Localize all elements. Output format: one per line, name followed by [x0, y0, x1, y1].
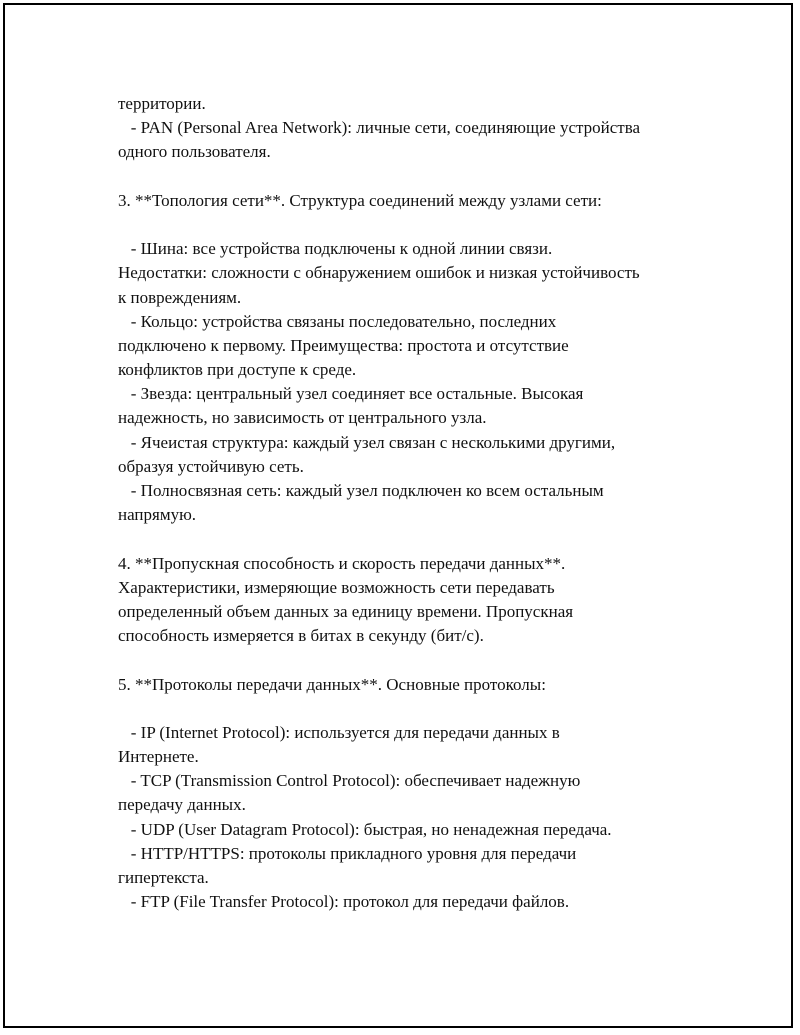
- text-line: надежность, но зависимость от центрального узла.: [118, 408, 487, 428]
- text-line: - PAN (Personal Area Network): личные сети, соединяющие устройства: [118, 118, 641, 138]
- text-line: подключено к первому. Преимущества: простота и отсутствие: [118, 335, 569, 355]
- text-line: 3. **Топология сети**. Структура соединений между узлами сети:: [118, 190, 602, 210]
- blank-line: [118, 527, 718, 551]
- blank-line: [118, 165, 718, 189]
- text-line: напрямую.: [118, 505, 197, 525]
- text-line: конфликтов при доступе к среде.: [118, 360, 357, 380]
- text-line: передачу данных.: [118, 795, 246, 815]
- text-line: одного пользователя.: [118, 142, 271, 162]
- text-line: Характеристики, измеряющие возможность сети передавать: [118, 577, 555, 597]
- text-line: Интернете.: [118, 747, 199, 767]
- blank-line: [118, 697, 718, 721]
- text-line: - HTTP/HTTPS: протоколы прикладного уровня для передачи: [118, 843, 577, 863]
- text-line: - Полносвязная сеть: каждый узел подключен ко всем остальным: [118, 481, 604, 500]
- text-line: к повреждениям.: [118, 287, 242, 307]
- text-line: - Звезда: центральный узел соединяет все остальные. Высокая: [118, 384, 584, 404]
- text-line: - IP (Internet Protocol): используется для передачи данных в: [118, 722, 560, 742]
- text-line: образуя устойчивую сеть.: [118, 456, 304, 476]
- text-line: - FTP (File Transfer Protocol): протокол для передачи файлов.: [118, 892, 570, 912]
- text-line: территории.: [118, 94, 206, 113]
- text-line: - UDP (User Datagram Protocol): быстрая, но ненадежная передача.: [118, 819, 612, 839]
- text-line: - Кольцо: устройства связаны последовательно, последних: [118, 311, 557, 331]
- blank-line: [118, 648, 718, 672]
- text-line: гипертекста.: [118, 868, 209, 887]
- text-line: определенный объем данных за единицу времени. Пропускная: [118, 601, 574, 621]
- text-line: 4. **Пропускная способность и скорость передачи данных**.: [118, 553, 566, 573]
- text-line: - Ячеистая структура: каждый узел связан с несколькими другими,: [118, 432, 616, 452]
- text-line: - TCP (Transmission Control Protocol): обеспечивает надежную: [118, 771, 581, 791]
- blank-line: [118, 213, 718, 237]
- text-line: - Шина: все устройства подключены к одной линии связи.: [118, 239, 553, 259]
- text-line: Недостатки: сложности с обнаружением ошибок и низкая устойчивость: [118, 263, 640, 283]
- text-line: способность измеряется в битах в секунду (бит/с).: [118, 626, 484, 646]
- text-line: 5. **Протоколы передачи данных**. Основные протоколы:: [118, 674, 546, 694]
- document-body: [118, 92, 718, 914]
